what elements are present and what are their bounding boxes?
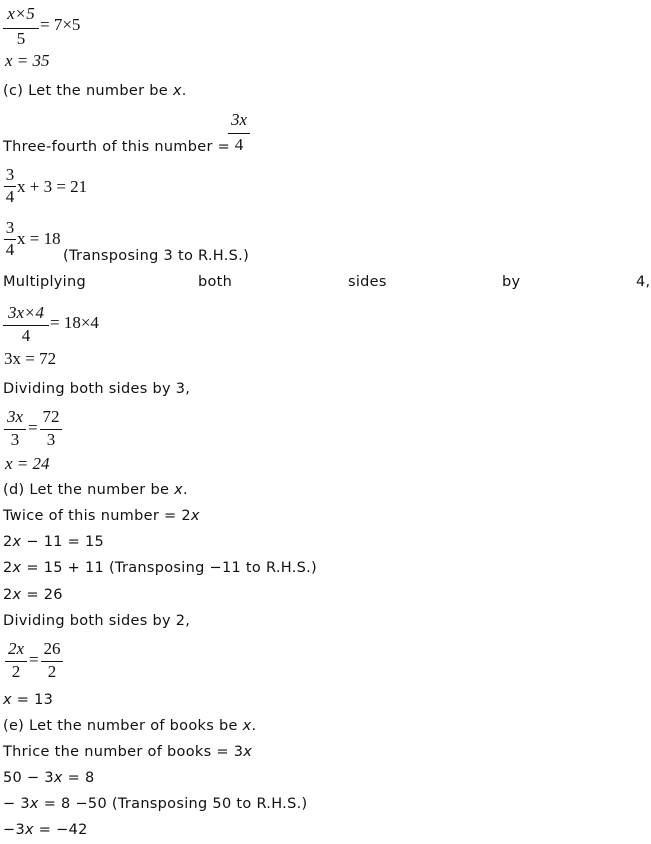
equation-rhs: = 7×5 [40,15,81,34]
part-c-intro: (c) Let the number be x. [3,83,187,99]
fraction-3-over-4-b: 3 4 [5,218,15,259]
equation-rhs: = 18×4 [50,313,99,332]
equation-x-35: x = 35 [5,51,50,70]
word-both: both [198,274,233,290]
equation-x-13: x = 13 [3,692,54,708]
equation-2x-transpose: 2x = 15 + 11 (Transposing −11 to R.H.S.) [3,560,317,576]
part-d-intro: (d) Let the number be x. [3,482,188,498]
fraction-26-over-2: 26 2 [41,639,63,683]
equation-minus-3x-transpose: − 3x = 8 −50 (Transposing 50 to R.H.S.) [3,796,308,812]
equation-2x-minus-11: 2x − 11 = 15 [3,534,105,550]
equation-x-24: x = 24 [5,454,50,473]
fraction-3x-over-3: 3x 3 [4,407,26,451]
numerator: x×5 [7,4,35,23]
fraction-3-over-4-a: 3 4 [5,165,15,206]
word-4: 4, [636,274,651,290]
numerator: 3x [230,110,248,129]
fraction-3x-over-4 [228,110,250,156]
dividing-by-3: Dividing both sides by 3, [3,381,191,397]
word-by: by [502,274,521,290]
thrice-line: Thrice the number of books = 3x [3,744,253,760]
equation-50-minus-3x: 50 − 3x = 8 [3,770,95,786]
equation-part: x + 3 = 21 [17,177,88,196]
fraction-x-times-5-over-5 [3,4,39,48]
transposing-note: (Transposing 3 to R.H.S.) [63,248,250,264]
fraction-bar [228,133,250,134]
three-fourth-label: Three-fourth of this number = [3,139,231,155]
fraction-72-over-3: 72 3 [40,407,62,451]
equation-part: x = 18 [17,229,61,248]
twice-line: Twice of this number = 2x [3,508,200,524]
part-e-intro: (e) Let the number of books be x. [3,718,257,734]
denominator: 5 [16,29,26,48]
word-sides: sides [348,274,387,290]
denominator: 4 [234,135,244,154]
equation-3x-72: 3x = 72 [4,349,57,368]
equation-2x-26: 2x = 26 [3,587,63,603]
fraction-3x-times-4-over-4: 3x×4 4 [3,303,49,347]
equation-minus-3x-minus-42: −3x = −42 [3,822,88,838]
word-multiplying: Multiplying [3,274,86,290]
dividing-by-2: Dividing both sides by 2, [3,613,191,629]
equals-sign: = [29,650,39,669]
fraction-2x-over-2: 2x 2 [5,639,27,683]
equals-sign: = [28,418,38,437]
